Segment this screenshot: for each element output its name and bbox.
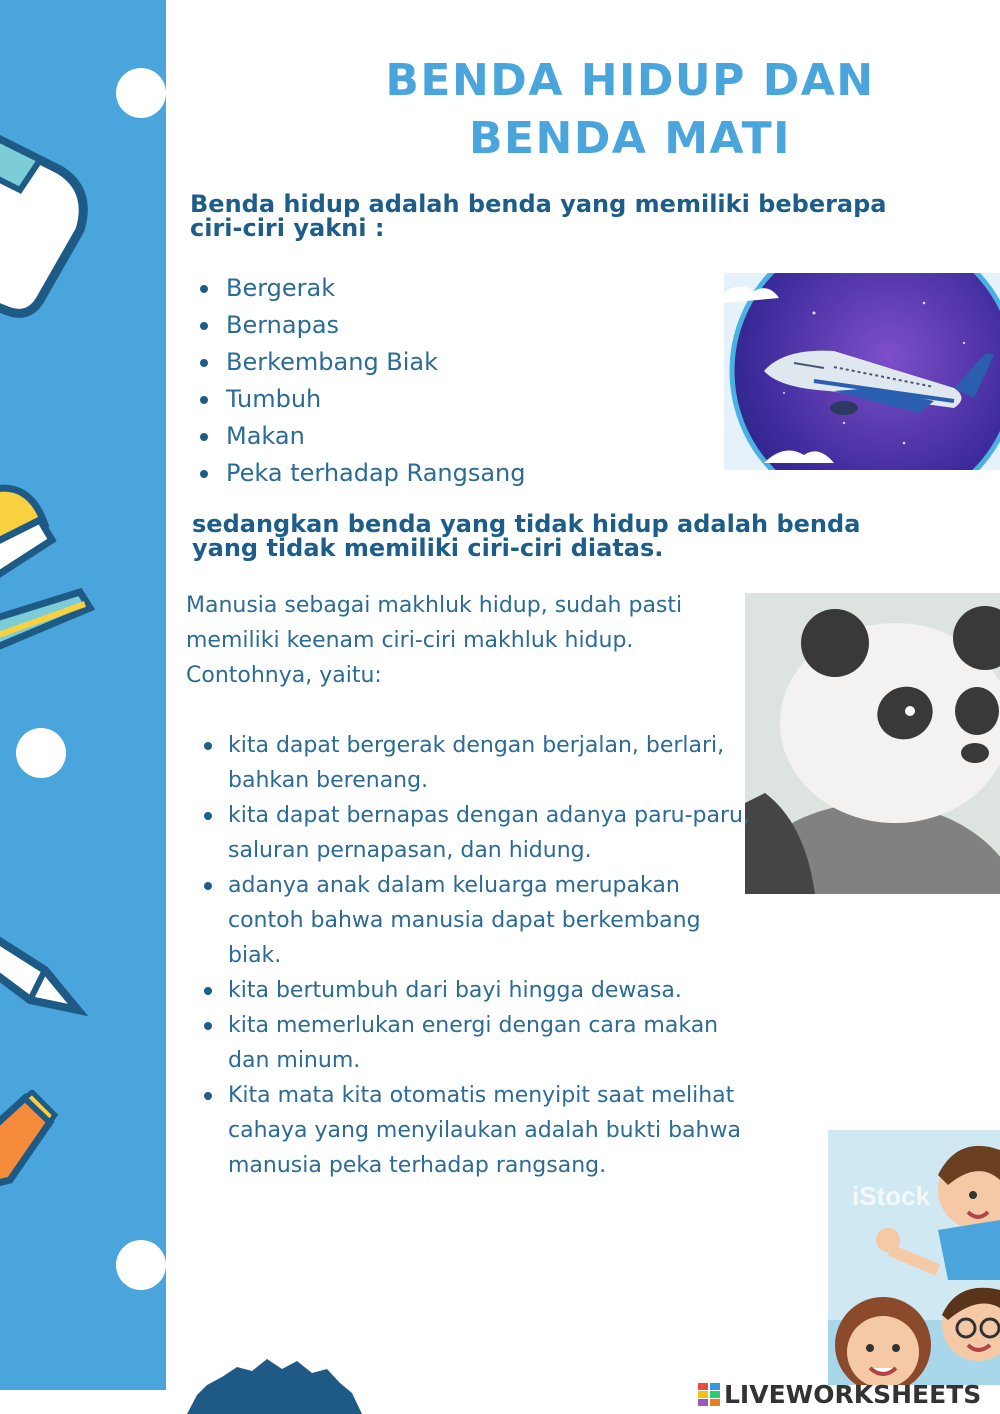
definition-line: yang tidak memiliki ciri-ciri diatas. [192, 534, 664, 562]
intro-line: Manusia sebagai makhluk hidup, sudah pasti [186, 593, 683, 618]
list-item-line: adanya anak dalam keluarga merupakan [228, 873, 680, 898]
list-item [200, 868, 840, 973]
intro-line: Contohnya, yaitu: [186, 663, 382, 688]
stock-watermark: iStock [852, 1181, 931, 1211]
list-item: Bernapas [190, 307, 526, 344]
list-item-line: biak. [228, 943, 282, 968]
nonliving-definition [192, 512, 860, 560]
book-icon [0, 480, 100, 670]
list-item: Tumbuh [190, 381, 526, 418]
living-definition [190, 192, 887, 240]
list-item-line: saluran pernapasan, dan hidung. [228, 838, 592, 863]
title-line: BENDA HIDUP DAN [385, 55, 875, 106]
list-item [200, 1008, 840, 1078]
liveworksheets-mark-icon [698, 1383, 720, 1407]
list-item-line: kita memerlukan energi dengan cara makan [228, 1013, 719, 1038]
list-item [200, 798, 840, 868]
examples-list [200, 728, 840, 1183]
decorative-sidebar [0, 0, 166, 1390]
page-title [330, 52, 930, 168]
list-item-line: manusia peka terhadap rangsang. [228, 1153, 607, 1178]
crayon-icon [0, 1090, 80, 1200]
list-item [200, 728, 840, 798]
list-item [200, 973, 840, 1008]
eraser-icon [0, 110, 100, 320]
list-item-line: bahkan berenang. [228, 768, 429, 793]
intro-paragraph [186, 588, 746, 693]
binder-hole [116, 68, 166, 118]
badge-decoration [182, 1355, 367, 1414]
list-item-line: cahaya yang menyilaukan adalah bukti bahwa [228, 1118, 741, 1143]
list-item [200, 1078, 840, 1183]
list-item: Peka terhadap Rangsang [190, 455, 526, 492]
list-item: Berkembang Biak [190, 344, 526, 381]
liveworksheets-logo [698, 1382, 981, 1408]
pencil-icon [0, 930, 100, 1020]
brand-name: LIVEWORKSHEETS [724, 1380, 982, 1409]
definition-line: Benda hidup adalah benda yang memiliki beberapa [190, 190, 887, 218]
list-item: Bergerak [190, 270, 526, 307]
list-item-line: dan minum. [228, 1048, 361, 1073]
list-item-line: kita dapat bernapas dengan adanya paru-paru, [228, 803, 750, 828]
title-line: BENDA MATI [468, 113, 792, 164]
list-item-line: Kita mata kita otomatis menyipit saat melihat [228, 1083, 735, 1108]
list-item-line: contoh bahwa manusia dapat berkembang [228, 908, 701, 933]
binder-hole [116, 1240, 166, 1290]
list-item-line: kita bertumbuh dari bayi hingga dewasa. [228, 978, 682, 1003]
kids-image [828, 1130, 1000, 1385]
definition-line: sedangkan benda yang tidak hidup adalah benda [192, 510, 861, 538]
list-item: Makan [190, 418, 526, 455]
airplane-image [724, 273, 1000, 470]
definition-line: ciri-ciri yakni : [190, 214, 385, 242]
intro-line: memiliki keenam ciri-ciri makhluk hidup. [186, 628, 634, 653]
binder-hole [16, 728, 66, 778]
list-item-line: kita dapat bergerak dengan berjalan, berlari, [228, 733, 725, 758]
traits-list [190, 270, 526, 492]
